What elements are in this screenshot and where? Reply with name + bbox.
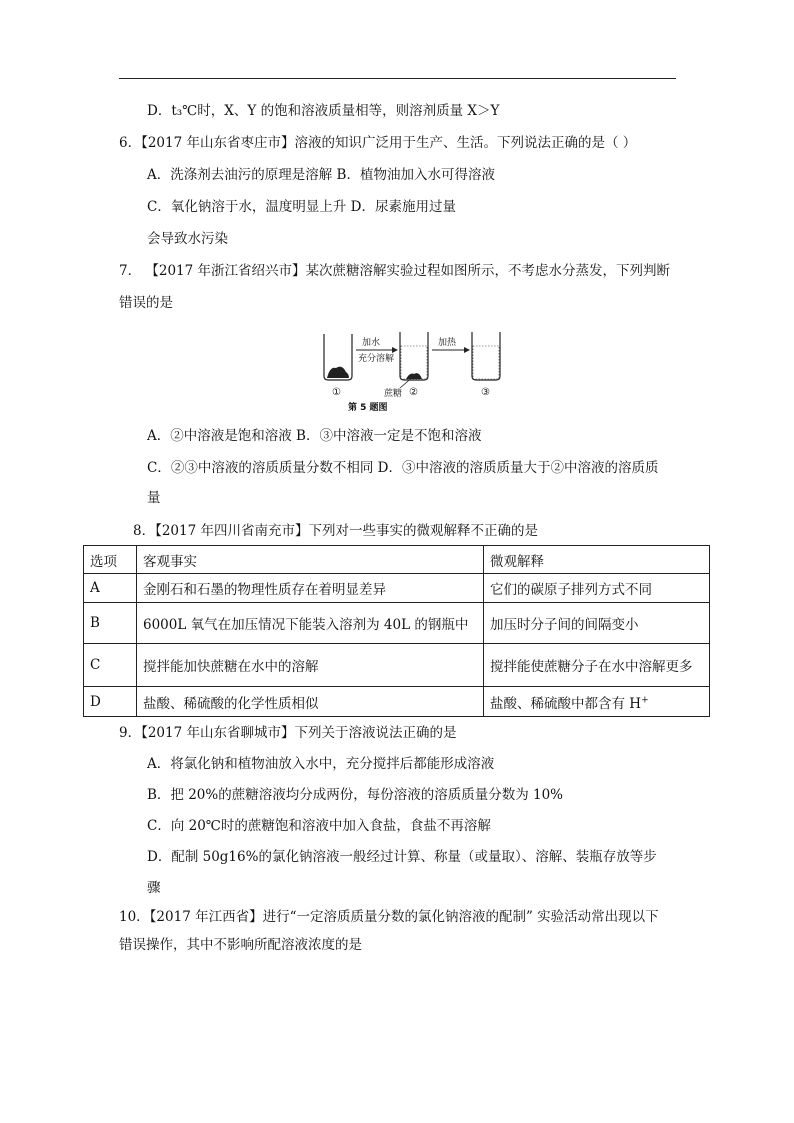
row-option: A <box>84 574 137 603</box>
row-explanation <box>484 687 710 717</box>
q6-options-line3: 会导致水污染 <box>147 231 228 247</box>
row-explanation: 它们的碳原子排列方式不同 <box>484 574 710 603</box>
row-fact: 搅拌能加快蔗糖在水中的溶解 <box>137 644 484 687</box>
header-explanation: 微观解释 <box>484 546 710 574</box>
row-option: D <box>84 687 137 717</box>
figure-caption: 第 5 题图 <box>348 403 388 413</box>
row-explanation: 加压时分子间的间隔变小 <box>484 603 710 644</box>
row-fact: 金刚石和石墨的物理性质存在着明显差异 <box>137 574 484 603</box>
q9-option-a: A．将氯化钠和植物油放入水中，充分搅拌后都能形成溶液 <box>147 756 495 772</box>
num-2: ② <box>409 387 418 398</box>
q9-option-d-line2: 骤 <box>147 880 161 896</box>
beaker-3 <box>472 332 500 380</box>
beaker-1 <box>324 334 352 380</box>
q6-stem: 6．【2017 年山东省枣庄市】溶液的知识广泛用于生产、生活。下列说法正确的是（ ） <box>119 135 637 151</box>
row-fact: 6000L 氧气在加压情况下能装入溶剂为 40L 的钢瓶中 <box>137 603 484 644</box>
q7-stem-line2: 错误的是 <box>119 295 173 311</box>
sugar-solid <box>327 367 349 378</box>
q6-options-line2: C．氧化钠溶于水，温度明显上升 D．尿素施用过量 <box>147 199 456 215</box>
q8-table <box>83 545 710 717</box>
label-add-water: 加水 <box>362 338 381 348</box>
header-fact: 客观事实 <box>137 546 484 574</box>
q7-options-line1: A．②中溶液是饱和溶液 B．③中溶液一定是不饱和溶液 <box>147 428 482 444</box>
q7-stem-line1: 7． 【2017 年浙江省绍兴市】某次蔗糖溶解实验过程如图所示，不考虑水分蒸发，下列判断 <box>119 263 671 279</box>
q10-stem-line2: 错误操作，其中不影响所配溶液浓度的是 <box>119 937 362 953</box>
table-row <box>84 644 710 687</box>
q5-option-d: D．t₃℃时，X、Y 的饱和溶液质量相等，则溶剂质量 X＞Y <box>147 103 500 119</box>
q10-stem-line1: 10．【2017 年江西省】进行“一定溶质质量分数的氯化钠溶液的配制” 实验活动常出现以下 <box>119 909 659 925</box>
label-sugar: 蔗糖 <box>384 389 403 399</box>
q7-options-line3: 量 <box>147 490 161 506</box>
table-header-row <box>84 546 710 574</box>
label-dissolve: 充分溶解 <box>358 354 395 364</box>
beaker-2 <box>400 332 428 380</box>
num-1: ① <box>332 387 341 398</box>
row-option: B <box>84 603 137 644</box>
table-row <box>84 687 710 717</box>
q9-option-b: B．把 20%的蔗糖溶液均分成两份，每份溶液的溶质质量分数为 10% <box>147 787 564 803</box>
header-option: 选项 <box>84 546 137 574</box>
row-option: C <box>84 644 137 687</box>
q9-option-d-line1: D．配制 50g16%的氯化钠溶液一般经过计算、称量（或量取）、溶解、装瓶存放等步 <box>147 849 657 865</box>
q8-stem: 8．【2017 年四川省南充市】下列对一些事实的微观解释不正确的是 <box>133 523 538 539</box>
header-rule <box>119 78 676 79</box>
q6-options-line1: A．洗涤剂去油污的原理是溶解 B．植物油加入水可得溶液 <box>147 167 495 183</box>
row-fact: 盐酸、稀硫酸的化学性质相似 <box>137 687 484 717</box>
num-3: ③ <box>481 387 490 398</box>
h-plus-superscript: + <box>641 695 649 705</box>
table-row <box>84 603 710 644</box>
row-explanation: 搅拌能使蔗糖分子在水中溶解更多 <box>484 644 710 687</box>
q9-stem: 9．【2017 年山东省聊城市】下列关于溶液说法正确的是 <box>119 725 457 741</box>
label-heat: 加热 <box>438 338 457 348</box>
table-row <box>84 574 710 603</box>
q7-beaker-figure <box>318 328 508 414</box>
explanation-text: 盐酸、稀硫酸中都含有 H <box>490 695 642 712</box>
q9-option-c: C．向 20℃时的蔗糖饱和溶液中加入食盐，食盐不再溶解 <box>147 818 491 834</box>
q7-options-line2: C．②③中溶液的溶质质量分数不相同 D．③中溶液的溶质质量大于②中溶液的溶质质 <box>147 460 659 476</box>
